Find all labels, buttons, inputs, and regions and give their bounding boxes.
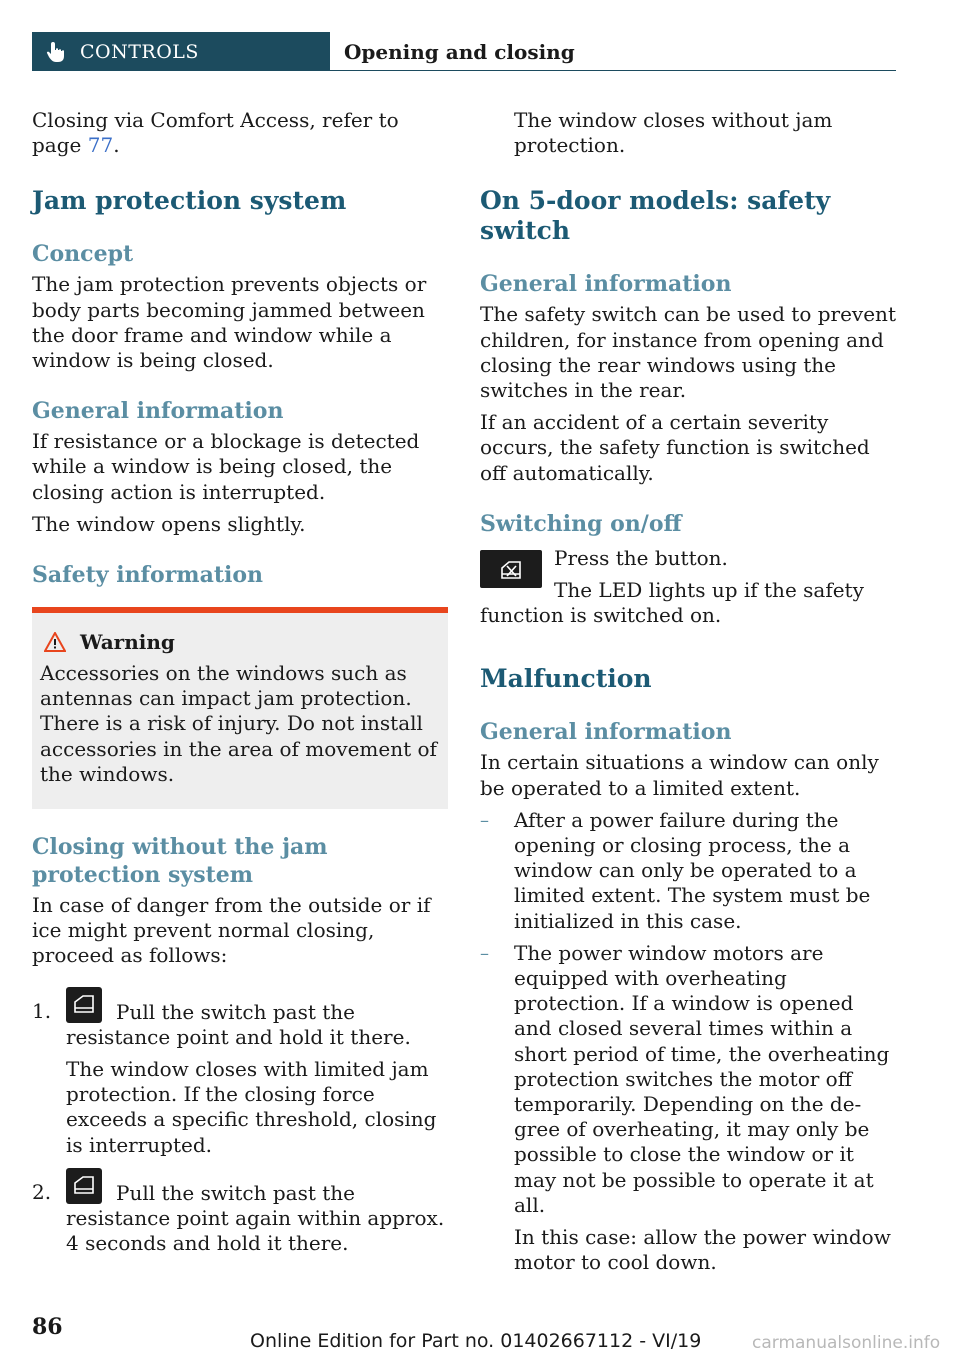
warning-text: Accessories on the windows such as antennas can impact jam protection. There is a risk of injury. Do not install accessories in the area of movement of the windows. — [40, 661, 437, 786]
step-2: 2. Pull the switch past the resistance point again within approx. 4 seconds and hold it there. — [32, 1180, 448, 1257]
malfunction-text: In certain situations a window can only be operated to a limited extent. — [480, 750, 879, 800]
closing-without-heading: Closing without the jam protection system — [32, 834, 328, 889]
list-item: – The power window motors are equipped with overheating protection. If a window is opened and closed several times within a short period of time, the overheating protection switches the motor off temporarily. Depending on the degree of overheating, it may only be possible to close the window or it may not be possible to operate it at all. In this case: allow the power window motor to cool down. — [480, 941, 896, 1276]
jam-protection-heading: Jam protection system — [32, 186, 347, 216]
general-info-heading: General information — [480, 271, 732, 298]
section-tab — [32, 32, 330, 71]
warning-box — [32, 607, 448, 809]
safety-info-heading: Safety information — [32, 562, 264, 589]
page-link[interactable]: 77 — [87, 133, 114, 158]
warning-title: Warning — [40, 629, 440, 655]
continued-text: The window closes without jam protection. — [514, 108, 833, 158]
warning-triangle-icon — [44, 632, 66, 652]
step-1-detail: The window closes with limited jam protection. If the closing force exceeds a specific threshold, closing is interrupted. — [66, 1057, 437, 1157]
switching-heading: Switching on/off — [480, 510, 682, 537]
chapter-title: Opening and closing — [344, 40, 575, 64]
chapter-bar — [330, 32, 896, 71]
list-item-detail: In this case: allow the power window motor to cool down. — [514, 1225, 891, 1275]
window-switch-icon — [66, 1168, 102, 1204]
general-info-heading: General information — [32, 398, 284, 425]
watermark: carmanualsonline.info — [752, 1333, 941, 1353]
malfunction-general-heading: General information — [480, 719, 732, 746]
safety-switch-text-1: The safety switch can be used to prevent children, for instance from opening and closing the rear windows using the switches in the rear. — [480, 302, 896, 403]
closing-text: In case of danger from the outside or if ice might prevent normal closing, proceed as follows: — [32, 893, 431, 968]
edition-text: Online Edition for Part no. 01402667112 - VI/19 — [250, 1330, 702, 1352]
malfunction-heading: Malfunction — [480, 664, 652, 694]
comfort-text: Closing via Comfort Access, refer to page 77. — [32, 108, 399, 158]
safety-switch-text-2: If an accident of a certain severity occurs, the safety function is switched off automatically. — [480, 410, 870, 485]
concept-heading: Concept — [32, 241, 134, 268]
right-column — [480, 108, 896, 1276]
page-number: 86 — [32, 1314, 63, 1340]
left-column — [32, 108, 448, 1256]
window-switch-icon — [66, 987, 102, 1023]
concept-text: The jam protection prevents objects or body parts becoming jammed between the door frame and window while a window is being closed. — [32, 272, 427, 373]
section-label: CONTROLS — [80, 40, 199, 63]
list-item: – After a power failure during the opening or closing process, the a window can only be operated to a limited extent. The system must be initialized in this case. — [480, 807, 871, 933]
page-header — [32, 32, 896, 71]
switching-block — [480, 546, 896, 629]
switching-text-1: Press the button. — [554, 545, 728, 570]
general-text-1: If resistance or a blockage is detected while a window is being closed, the closing action is interrupted. — [32, 429, 420, 504]
safety-switch-heading: On 5-door models: safety switch — [480, 186, 831, 246]
general-text-2: The window opens slightly. — [32, 511, 306, 536]
switching-text-2: The LED lights up if the safety function is switched on. — [480, 578, 864, 628]
pointing-hand-icon — [46, 41, 66, 63]
safety-switch-icon — [480, 550, 542, 588]
step-1: 1. Pull the switch past the resistance point and hold it there. The window closes with limited jam protection. If the closing force exceeds a specific threshold, closing is interrupted. — [32, 999, 448, 1158]
